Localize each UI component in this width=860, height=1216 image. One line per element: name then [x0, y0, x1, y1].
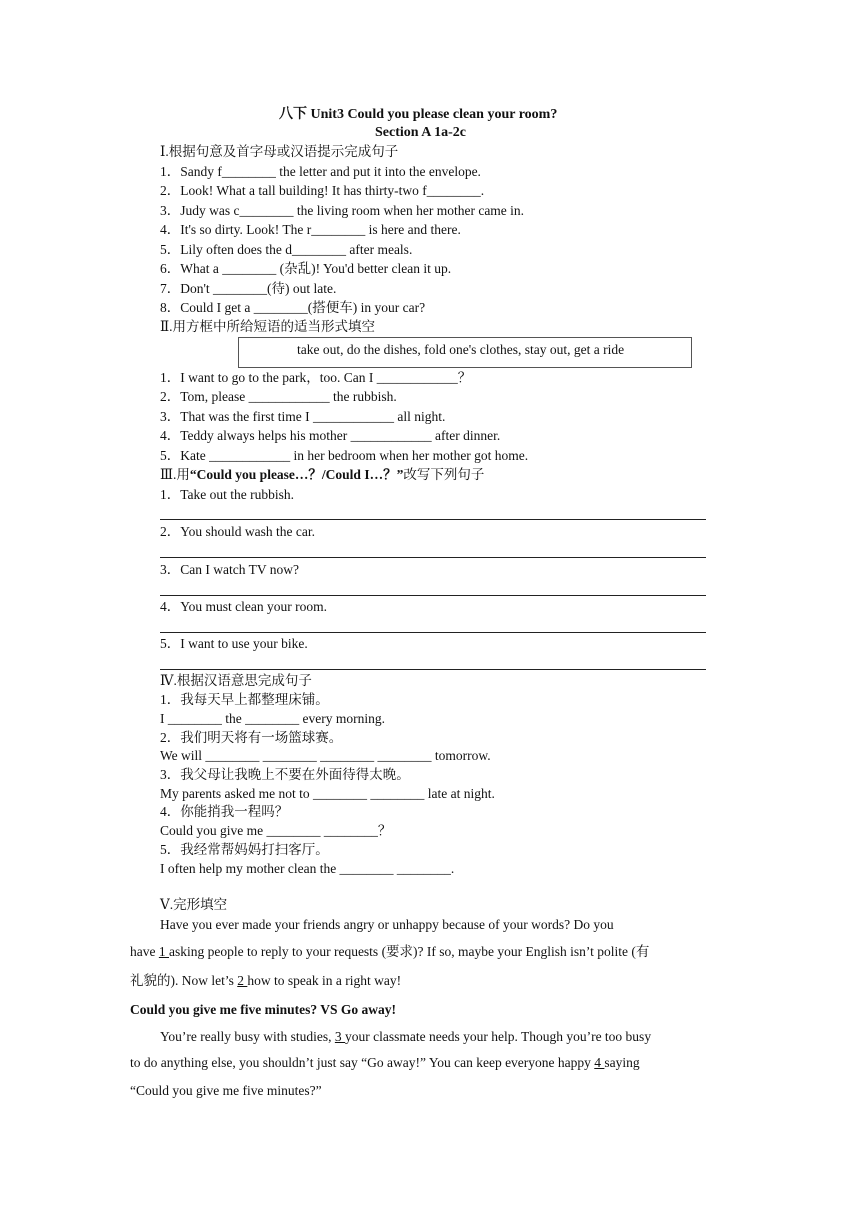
answer-line — [160, 669, 706, 670]
cloze-paragraph-line — [130, 943, 649, 961]
phrase-box — [238, 337, 692, 368]
answer-line — [160, 632, 706, 633]
cloze-paragraph-line — [160, 1028, 651, 1046]
part3-item: 1．Take out the rubbish. — [160, 487, 295, 502]
part1-item: 7．Don't ________(待) out late. — [160, 281, 337, 296]
cloze-blank-1[interactable]: 1 — [158, 944, 169, 959]
part1-item: 5．Lily often does the d________ after meals. — [160, 242, 413, 257]
cloze-text: have — [130, 944, 159, 959]
part1-item: 6．What a ________ (杂乱)! You'd better clean it up. — [160, 261, 452, 276]
cloze-paragraph-line — [130, 972, 401, 990]
part4-chinese-prompt: 2．我们明天将有一场篮球赛。 — [160, 730, 343, 745]
answer-line — [160, 557, 706, 558]
passage-subheading: Could you give me five minutes? VS Go away! — [130, 1002, 397, 1017]
cloze-paragraph-line — [130, 1054, 640, 1072]
part1-item: 3．Judy was c________ the living room when her mother came in. — [160, 203, 525, 218]
part3-item: 4．You must clean your room. — [160, 599, 327, 614]
cloze-blank-2[interactable]: 2 — [237, 973, 248, 988]
cloze-text: to do anything else, you shouldn’t just say “Go away!” You can keep everyone happy — [130, 1055, 595, 1070]
part3-heading-suffix: 改写下列句子 — [403, 467, 485, 482]
part5-heading: Ⅴ.完形填空 — [160, 897, 228, 912]
part1-heading: Ⅰ.根据句意及首字母或汉语提示完成句子 — [160, 144, 399, 159]
part2-item: 2．Tom, please ____________ the rubbish. — [160, 389, 397, 404]
part1-item: 4．It's so dirty. Look! The r________ is here and there. — [160, 222, 461, 237]
part2-item: 4．Teddy always helps his mother ____________ after dinner. — [160, 428, 501, 443]
cloze-text: how to speak in a right way! — [247, 973, 402, 988]
part3-item: 5．I want to use your bike. — [160, 636, 308, 651]
page-subtitle: Section A 1a-2c — [375, 125, 466, 140]
part1-item: 8．Could I get a ________(搭便车) in your car? — [160, 300, 426, 315]
cloze-text: saying — [604, 1055, 640, 1070]
part1-item: 2．Look! What a tall building! It has thirty-two f________. — [160, 183, 485, 198]
part3-item: 2．You should wash the car. — [160, 524, 315, 539]
part2-item: 3．That was the first time I ____________ all night. — [160, 409, 446, 424]
part2-item: 1．I want to go to the park，too. Can I ____________？ — [160, 370, 472, 385]
cloze-blank-3[interactable]: 3 — [334, 1029, 345, 1044]
cloze-text: 礼貌的). Now let’s — [130, 973, 238, 988]
page-title: 八下 Unit3 Could you please clean your room? — [279, 107, 558, 122]
part3-heading-pattern: “Could you please…？/Could I…？” — [189, 467, 404, 482]
part4-english-answer: Could you give me ________ ________？ — [160, 823, 392, 838]
part4-chinese-prompt: 4．你能捎我一程吗？ — [160, 804, 289, 819]
part4-english-answer: I often help my mother clean the ________ ________. — [160, 861, 455, 876]
cloze-text: You’re really busy with studies, — [160, 1029, 335, 1044]
part3-item: 3．Can I watch TV now? — [160, 562, 299, 577]
part1-item: 1．Sandy f________ the letter and put it into the envelope. — [160, 164, 481, 179]
part3-heading-prefix: Ⅲ.用 — [160, 467, 190, 482]
phrase-box-text: take out, do the dishes, fold one's clothes, stay out, get a ride — [297, 342, 625, 357]
cloze-blank-4[interactable]: 4 — [594, 1055, 605, 1070]
cloze-text: your classmate needs your help. Though you’re too busy — [345, 1029, 652, 1044]
answer-line — [160, 519, 706, 520]
part4-english-answer: I ________ the ________ every morning. — [160, 711, 385, 726]
cloze-paragraph-line: Have you ever made your friends angry or unhappy because of your words? Do you — [160, 917, 614, 932]
part4-english-answer: We will ________ ________ ________ ________ tomorrow. — [160, 748, 491, 763]
part4-chinese-prompt: 1．我每天早上都整理床铺。 — [160, 692, 329, 707]
part2-heading: Ⅱ.用方框中所给短语的适当形式填空 — [160, 319, 376, 334]
part4-heading: Ⅳ.根据汉语意思完成句子 — [160, 673, 312, 688]
part4-english-answer: My parents asked me not to ________ ________ late at night. — [160, 786, 495, 801]
part4-chinese-prompt: 5．我经常帮妈妈打扫客厅。 — [160, 842, 329, 857]
answer-line — [160, 595, 706, 596]
cloze-paragraph-line: “Could you give me five minutes?” — [130, 1083, 322, 1098]
part2-item: 5．Kate ____________ in her bedroom when her mother got home. — [160, 448, 529, 463]
cloze-text: asking people to reply to your requests (要求)? If so, maybe your English isn’t polite (有 — [168, 944, 650, 959]
part3-heading — [160, 466, 484, 484]
part4-chinese-prompt: 3．我父母让我晚上不要在外面待得太晚。 — [160, 767, 410, 782]
